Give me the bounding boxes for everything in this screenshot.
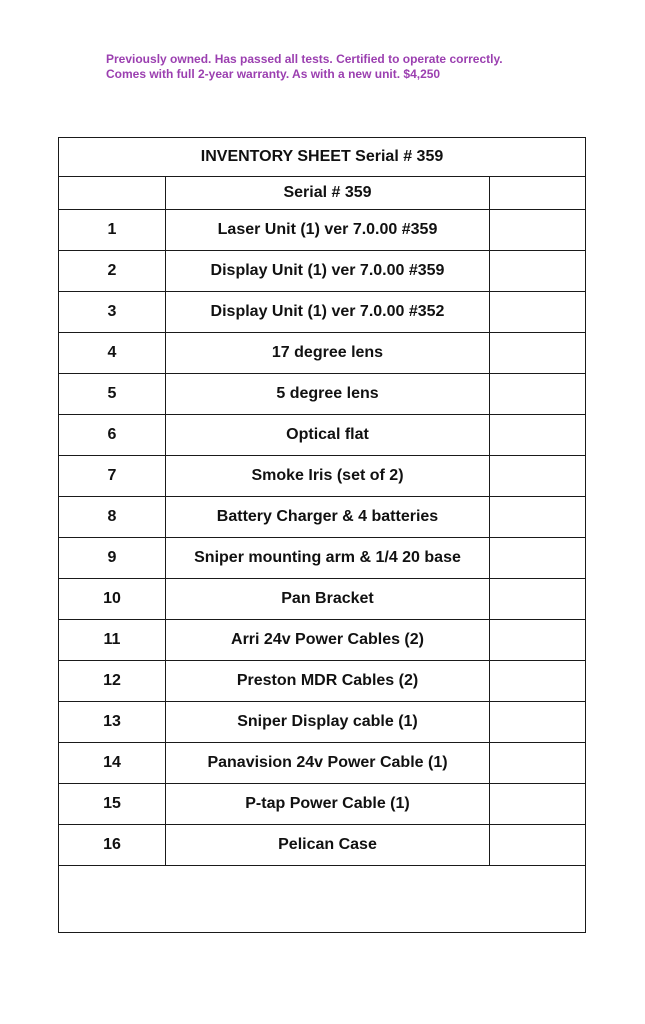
table-row (59, 292, 586, 333)
item-extra-cell (490, 702, 586, 743)
item-description: Arri 24v Power Cables (2) (166, 620, 490, 661)
item-number: 6 (59, 415, 166, 456)
item-description: Battery Charger & 4 batteries (166, 497, 490, 538)
item-extra-cell (490, 251, 586, 292)
table-row (59, 825, 586, 866)
item-number: 15 (59, 784, 166, 825)
item-description: Preston MDR Cables (2) (166, 661, 490, 702)
item-number: 9 (59, 538, 166, 579)
blank-cell (59, 866, 586, 933)
item-extra-cell (490, 210, 586, 251)
item-number: 5 (59, 374, 166, 415)
item-extra-cell (490, 661, 586, 702)
subheader-serial: Serial # 359 (166, 177, 490, 210)
sale-note-line-1: Previously owned. Has passed all tests. Certified to operate correctly. (106, 52, 503, 66)
item-description: Pelican Case (166, 825, 490, 866)
subheader-empty-cell (59, 177, 166, 210)
item-description: Sniper mounting arm & 1/4 20 base (166, 538, 490, 579)
sale-note-line-2: Comes with full 2-year warranty. As with a new unit. $4,250 (106, 67, 441, 81)
inventory-table (58, 137, 586, 933)
item-number: 13 (59, 702, 166, 743)
item-description: 5 degree lens (166, 374, 490, 415)
table-row (59, 456, 586, 497)
table-row (59, 374, 586, 415)
item-extra-cell (490, 333, 586, 374)
table-row (59, 333, 586, 374)
table-row (59, 251, 586, 292)
item-number: 10 (59, 579, 166, 620)
item-number: 3 (59, 292, 166, 333)
subheader-empty-cell (490, 177, 586, 210)
table-subheader-row (59, 177, 586, 210)
item-description: 17 degree lens (166, 333, 490, 374)
item-extra-cell (490, 456, 586, 497)
item-extra-cell (490, 784, 586, 825)
item-description: Optical flat (166, 415, 490, 456)
item-description: Display Unit (1) ver 7.0.00 #352 (166, 292, 490, 333)
item-extra-cell (490, 579, 586, 620)
table-row (59, 415, 586, 456)
table-row (59, 579, 586, 620)
item-description: Sniper Display cable (1) (166, 702, 490, 743)
item-description: Display Unit (1) ver 7.0.00 #359 (166, 251, 490, 292)
item-extra-cell (490, 374, 586, 415)
table-row (59, 784, 586, 825)
item-description: Panavision 24v Power Cable (1) (166, 743, 490, 784)
item-extra-cell (490, 825, 586, 866)
item-number: 4 (59, 333, 166, 374)
table-row (59, 210, 586, 251)
item-number: 7 (59, 456, 166, 497)
table-row (59, 702, 586, 743)
item-number: 1 (59, 210, 166, 251)
item-number: 14 (59, 743, 166, 784)
table-row (59, 497, 586, 538)
item-extra-cell (490, 620, 586, 661)
table-row (59, 538, 586, 579)
item-extra-cell (490, 743, 586, 784)
table-row (59, 661, 586, 702)
item-number: 12 (59, 661, 166, 702)
item-description: P-tap Power Cable (1) (166, 784, 490, 825)
item-description: Smoke Iris (set of 2) (166, 456, 490, 497)
table-row (59, 743, 586, 784)
table-title: INVENTORY SHEET Serial # 359 (59, 138, 586, 177)
item-number: 16 (59, 825, 166, 866)
item-extra-cell (490, 538, 586, 579)
item-number: 8 (59, 497, 166, 538)
sale-note (106, 52, 576, 82)
item-description: Laser Unit (1) ver 7.0.00 #359 (166, 210, 490, 251)
table-title-row (59, 138, 586, 177)
item-extra-cell (490, 415, 586, 456)
table-row (59, 620, 586, 661)
item-number: 2 (59, 251, 166, 292)
table-blank-row (59, 866, 586, 933)
item-extra-cell (490, 497, 586, 538)
item-number: 11 (59, 620, 166, 661)
item-description: Pan Bracket (166, 579, 490, 620)
item-extra-cell (490, 292, 586, 333)
